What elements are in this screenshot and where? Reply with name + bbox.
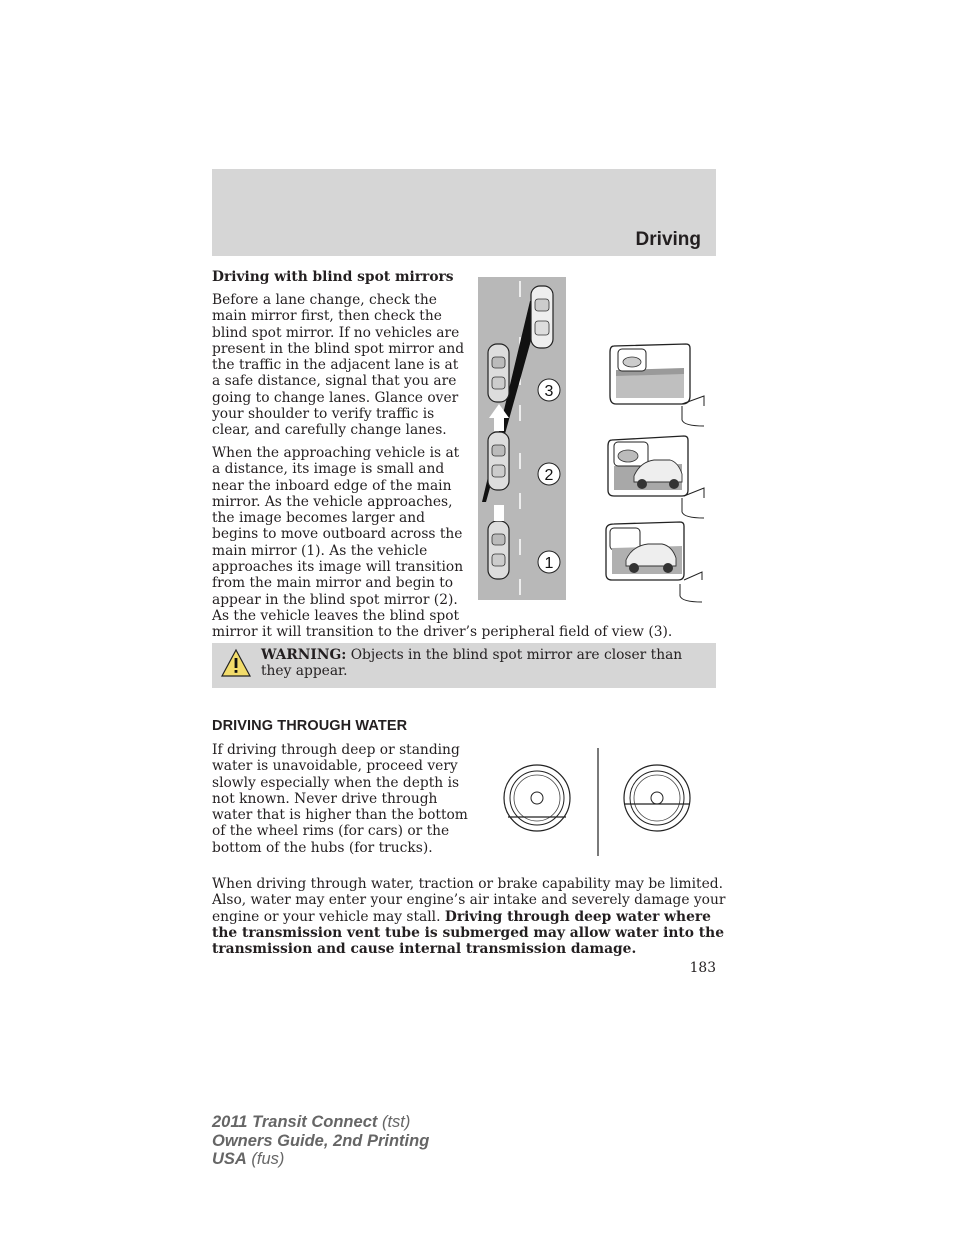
text-line: Also, water may enter your engine’s air intake and severely damage your	[212, 892, 726, 909]
mirror-view-2	[604, 432, 708, 522]
text-line: going to change lanes. Glance over	[212, 389, 459, 406]
text-line: mirror it will transition to the driver’s peripheral field of view (3).	[212, 624, 673, 641]
text-line: water is unavoidable, proceed very	[212, 758, 458, 775]
text-line: When the approaching vehicle is at	[212, 445, 460, 461]
section-title: Driving	[635, 229, 701, 250]
footer-line-3: USA (fus)	[212, 1150, 285, 1168]
text-line: clear, and carefully change lanes.	[212, 422, 447, 439]
warning-label: WARNING:	[261, 647, 347, 663]
truck-wheel-icon	[624, 765, 690, 831]
text-line: As the vehicle leaves the blind spot	[212, 607, 460, 624]
approaching-vehicle-position-2	[488, 432, 509, 490]
step-label-3	[538, 379, 560, 401]
text-line: the transmission vent tube is submerged may allow water into the	[212, 924, 724, 941]
approaching-vehicle-position-3	[488, 344, 509, 402]
text-line: bottom of the hubs (for trucks).	[212, 839, 433, 856]
text-line: When driving through water, traction or brake capability may be limited.	[212, 876, 723, 892]
text-line: engine or your vehicle may stall. Driving through deep water where	[212, 908, 711, 925]
footer-line-2: Owners Guide, 2nd Printing	[212, 1131, 430, 1150]
text-line: Before a lane change, check the	[212, 292, 437, 308]
mirror-view-3	[604, 340, 708, 430]
svg-text:3: 3	[544, 383, 554, 400]
approaching-vehicle-position-1	[488, 521, 509, 579]
text-line: mirror. As the vehicle approaches,	[212, 493, 453, 510]
text-line: the traffic in the adjacent lane is at	[212, 357, 459, 374]
blind-spot-subheading: Driving with blind spot mirrors	[212, 269, 454, 285]
water-depth-wheel-illustration	[500, 746, 700, 858]
svg-text:1: 1	[544, 555, 554, 572]
text-line: appear in the blind spot mirror (2).	[212, 591, 458, 608]
text-line: water that is higher than the bottom	[212, 807, 468, 824]
page-number: 183	[689, 960, 716, 976]
text-line: a distance, its image is small and	[212, 461, 445, 478]
warning-text	[261, 647, 713, 680]
text-line: of the wheel rims (for cars) or the	[212, 823, 450, 840]
footer-line-1: 2011 Transit Connect (tst)	[212, 1113, 411, 1131]
text-line: main mirror (1). As the vehicle	[212, 542, 428, 559]
text-line: present in the blind spot mirror and	[212, 340, 465, 357]
text-line: If driving through deep or standing	[212, 742, 460, 758]
warning-message: Objects in the blind spot mirror are closer than they appear.	[261, 647, 683, 680]
water-paragraph-1	[212, 742, 468, 856]
text-line: approaches its image will transition	[212, 559, 464, 576]
text-line: slowly especially when the depth is	[212, 774, 460, 791]
text-line: from the main mirror and begin to	[212, 575, 454, 592]
text-line: transmission and cause internal transmission damage.	[212, 941, 637, 958]
warning-triangle-icon	[220, 648, 252, 678]
water-paragraph-2	[212, 876, 725, 957]
water-section-heading: DRIVING THROUGH WATER	[212, 718, 408, 734]
text-line: blind spot mirror. If no vehicles are	[212, 324, 460, 341]
svg-text:2: 2	[544, 467, 554, 484]
text-line: the image becomes larger and	[212, 510, 425, 527]
car-wheel-icon	[504, 765, 570, 831]
section-header-band	[212, 169, 716, 256]
own-vehicle-icon	[531, 286, 553, 348]
text-line: main mirror first, then check the	[212, 308, 442, 325]
blind-spot-road-illustration	[478, 277, 566, 600]
text-line: a safe distance, signal that you are	[212, 373, 457, 390]
warning-box	[212, 643, 716, 688]
blind-spot-paragraph-1	[212, 292, 464, 439]
document-footer	[212, 1113, 429, 1169]
text-line: your shoulder to verify traffic is	[212, 406, 435, 423]
step-label-1	[538, 551, 560, 573]
text-line: near the inboard edge of the main	[212, 477, 452, 494]
text-line: not known. Never drive through	[212, 790, 438, 807]
mirror-view-1	[604, 518, 708, 608]
text-line: begins to move outboard across the	[212, 526, 463, 543]
step-label-2	[538, 463, 560, 485]
